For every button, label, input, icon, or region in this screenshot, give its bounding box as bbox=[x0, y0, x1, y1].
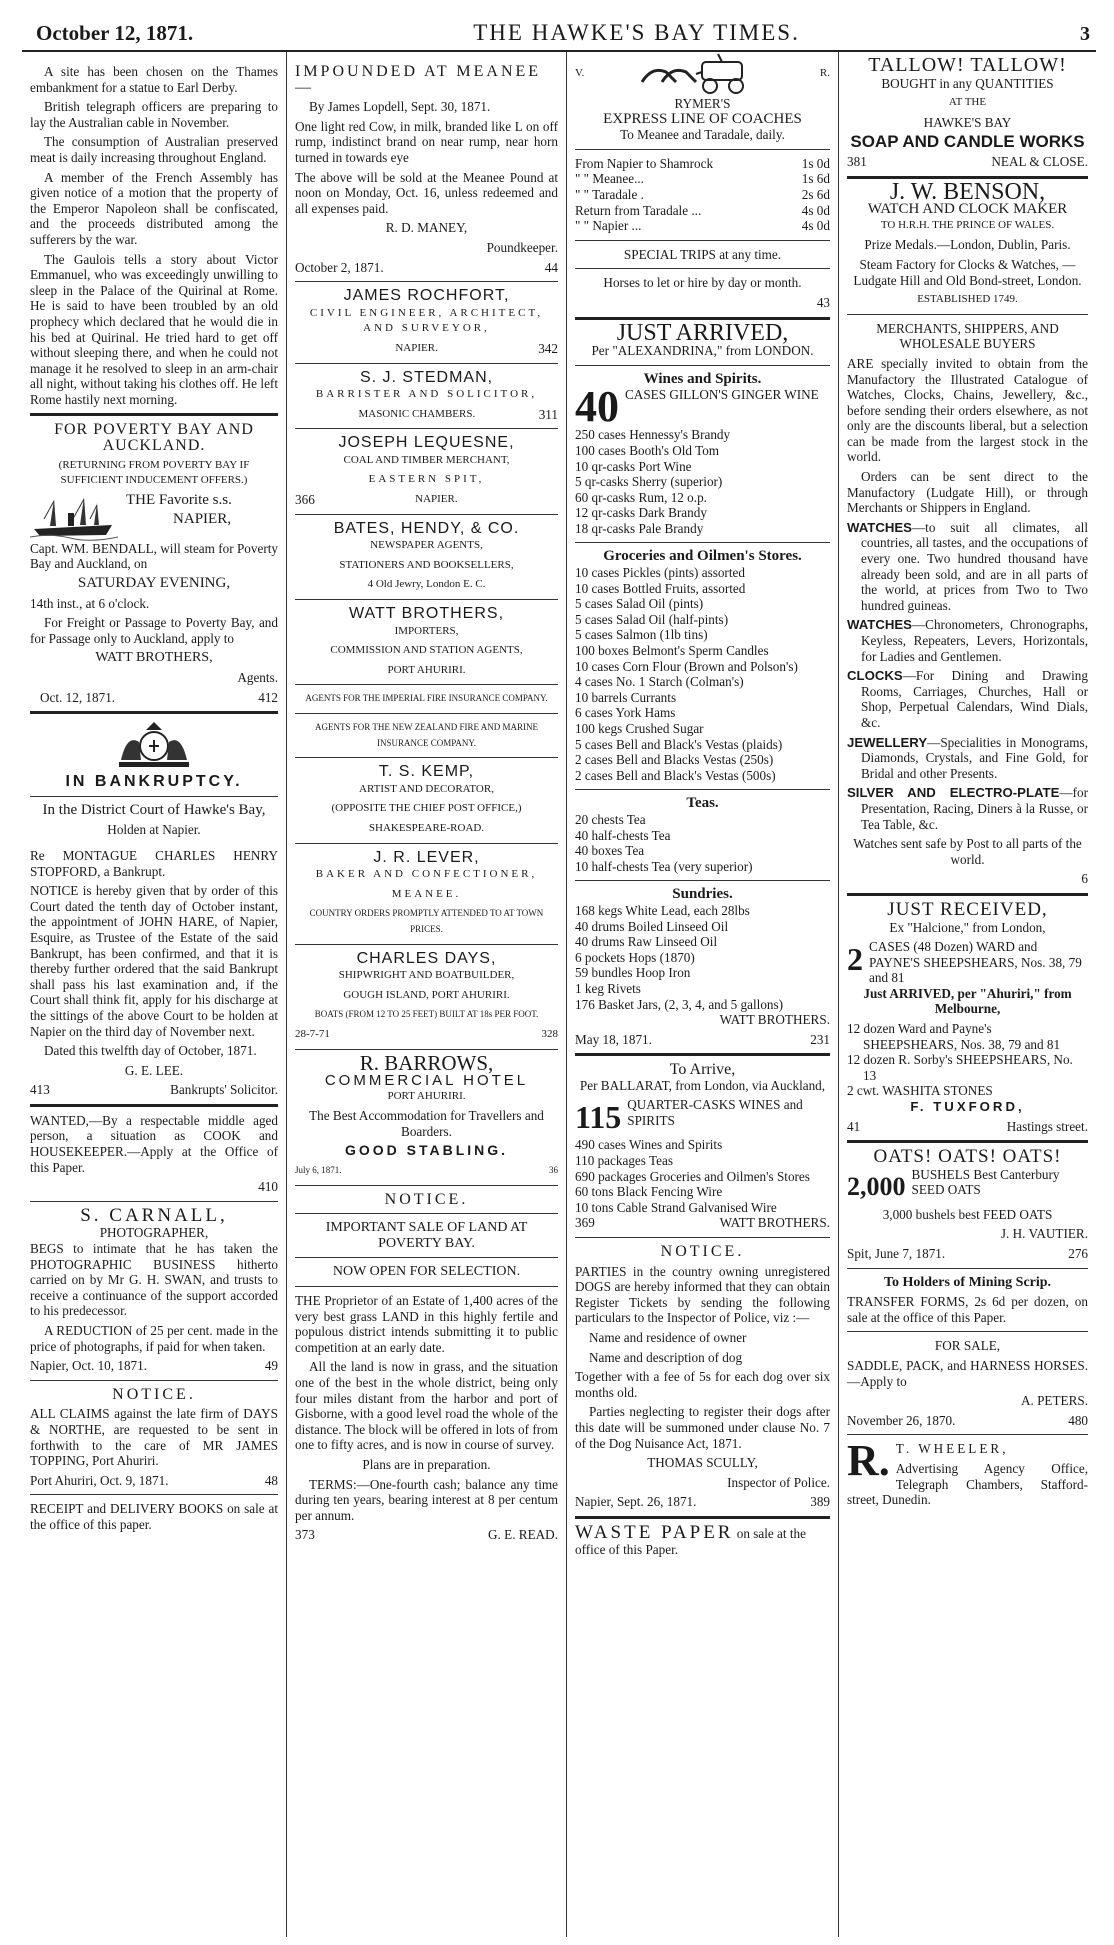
fare-price: 4s 0d bbox=[801, 202, 830, 218]
oats-ad: OATS! OATS! OATS! 2,000 BUSHELS Best Canterbury SEED OATS 3,000 bushels best FEED OATS J. H. VAUTIER. Spit, June 7, 1871. 276 bbox=[847, 1146, 1088, 1261]
benson-product bbox=[847, 617, 1088, 664]
business-card-bates-hendy: BATES, HENDY, & CO. NEWSPAPER AGENTS, STATIONERS AND BOOKSELLERS, 4 Old Jewry, London E. C. bbox=[295, 514, 558, 593]
groceries-list bbox=[575, 565, 830, 783]
arrive-item: 110 packages Teas bbox=[575, 1153, 673, 1169]
tea-item: 40 half-chests Tea bbox=[575, 827, 671, 843]
impounded-notice: IMPOUNDED AT MEANEE— By James Lopdell, Sept. 30, 1871. One light red Cow, in milk, branded like L on off rump, indistinct brand on near rump, near horn turned in towards eye The above will be sold at the Meanee Pound at noon on Monday, Oct. 16, unless redeemed and all expenses paid. R. D. MANEY, Poundkeeper. October 2, 1871. 44 bbox=[295, 63, 558, 275]
grocery-item: 10 barrels Currants bbox=[575, 689, 677, 705]
to-arrive-ad: To Arrive, Per BALLARAT, from London, via Auckland, 115 QUARTER-CASKS WINES and SPIRITS 490 cases Wines and Spirits 110 packages Teas 690 packages Groceries and Oilmen's Stores 60 tons Black Fencing Wire 10 tons Cable Strand Galvanised Wire 369 WATT BROTHERS. bbox=[575, 1061, 830, 1231]
sundry-item: 59 bundles Hoop Iron bbox=[575, 965, 691, 981]
fare-price: 1s 6d bbox=[801, 171, 830, 187]
column-2 bbox=[287, 52, 567, 1937]
wine-item: 250 cases Hennessy's Brandy bbox=[575, 427, 731, 443]
product-description: —Specialities in Monograms, Diamonds, Crystals, and Fine Gold, for Bridal and other Presents. bbox=[861, 734, 1088, 781]
news-item: British telegraph officers are preparing to lay the Australian cable in November. bbox=[30, 99, 278, 130]
rymer-coach-ad: V. R. RYMER'S EXPRESS LINE OF COACHES To Meanee and Taradale, daily. From Napier to Shamrock 1s 0d " " Meanee... 1s 6d " " Taradale . 2s 6d Return from Taradale ... 4s 0d " " Napier ... 4s 0d SPECIAL TRIPS at any time. Horses to let or hire by day or month. 43 bbox=[575, 52, 830, 311]
fare-row bbox=[575, 218, 830, 234]
arrive-item: 490 cases Wines and Spirits bbox=[575, 1137, 723, 1153]
land-sale-notice: NOTICE. IMPORTANT SALE OF LAND AT POVERTY BAY. NOW OPEN FOR SELECTION. THE Proprietor of an Estate of 1,400 acres of the very best grass LAND in this highly fertile and populous district intends submitting it to public competition at an early date. All the land is now in grass, and the situation one of the best in the whole district, being only four miles distant from the harbor and port of Gisborne, with a good level road the whole of the distance. The block will be offered in lots of from one to fifty acres, and is now in course of survey. Plans are in preparation. TERMS:—One-fourth cash; balance any time during ten years, bearing interest at 8 per centum per annum. 373 G. E. READ. bbox=[295, 1190, 558, 1543]
tea-item: 10 half-chests Tea (very superior) bbox=[575, 858, 753, 874]
stagecoach-icon bbox=[632, 52, 772, 96]
sundry-item: 168 kegs White Lead, each 28lbs bbox=[575, 902, 750, 918]
sundry-item: 6 pockets Hops (1870) bbox=[575, 949, 695, 965]
grocery-item: 10 cases Bottled Fruits, assorted bbox=[575, 580, 746, 596]
arrive-item: 60 tons Black Fencing Wire bbox=[575, 1184, 723, 1200]
tallow-ad: TALLOW! TALLOW! BOUGHT in any QUANTITIES AT THE HAWKE'S BAY SOAP AND CANDLE WORKS 381 NEAL & CLOSE. bbox=[847, 54, 1088, 169]
business-card-watt-brothers: WATT BROTHERS, IMPORTERS, COMMISSION AND STATION AGENTS, PORT AHURIRI. AGENTS FOR THE IMPERIAL FIRE INSURANCE COMPANY. AGENTS FOR THE NEW ZEALAND FIRE AND MARINE INSURANCE COMPANY. bbox=[295, 599, 558, 751]
wine-item: 60 qr-casks Rum, 12 o.p. bbox=[575, 489, 707, 505]
wanted-ad: WANTED,—By a respectable middle aged person, a situation as COOK and HOUSEKEEPER.—Apply at the Office of this Paper. 410 bbox=[30, 1112, 278, 1195]
steamship-icon bbox=[30, 495, 120, 541]
product-description: —Chronometers, Chronographs, Keyless, Repeaters, Levers, Horizontals, for Ladies and Gentlemen. bbox=[861, 617, 1088, 664]
news-item: A member of the French Assembly has given notice of a motion that the property of the Emperor Napoleon shall be confiscated, and the proceeds distributed among the sufferers by the war. bbox=[30, 169, 278, 247]
grocery-item: 100 boxes Belmont's Sperm Candles bbox=[575, 643, 769, 659]
fare-route: Return from Taradale ... bbox=[575, 202, 702, 218]
business-card-rochfort: JAMES ROCHFORT, CIVIL ENGINEER, ARCHITECT, AND SURVEYOR, NAPIER. 342 bbox=[295, 281, 558, 356]
product-description: —to suit all climates, all countries, all tastes, and the occupations of every one. Two hundred thousand have already been sold, and are in all parts of the world, at prices from Two to Two hundred guineas. bbox=[861, 519, 1088, 613]
grocery-item: 100 kegs Crushed Sugar bbox=[575, 721, 704, 736]
product-category: SILVER AND ELECTRO-PLATE bbox=[847, 785, 1060, 801]
wheeler-ad: R. T. WHEELER, Advertising Agency Office, Telegraph Chambers, Stafford-street, Dunedin. bbox=[847, 1436, 1088, 1508]
fare-table bbox=[575, 156, 830, 234]
fare-price: 4s 0d bbox=[801, 218, 830, 234]
masthead bbox=[22, 14, 1096, 52]
claims-notice: NOTICE. ALL CLAIMS against the late firm of DAYS & NORTHE, are requested to be sent in forthwith to the care of MR JAMES TOPPING, Port Ahuriri. Port Ahuriri, Oct. 9, 1871. 48 bbox=[30, 1385, 278, 1488]
wine-item: 100 cases Booth's Old Tom bbox=[575, 442, 720, 458]
received-list bbox=[847, 1021, 1088, 1099]
benson-product bbox=[847, 785, 1088, 832]
column-4 bbox=[839, 52, 1096, 1937]
grocery-item: 5 cases Bell and Black's Vestas (plaids) bbox=[575, 736, 783, 752]
lever-card: J. R. LEVER, BAKER AND CONFECTIONER, MEANEE. COUNTRY ORDERS PROMPTLY ATTENDED TO AT TOWN PRICES. bbox=[309, 848, 544, 934]
grocery-item: 5 cases Salad Oil (pints) bbox=[575, 596, 704, 612]
fare-row bbox=[575, 156, 830, 172]
fare-row bbox=[575, 171, 830, 187]
sundry-item: 40 drums Raw Linseed Oil bbox=[575, 934, 718, 950]
sundries-list bbox=[575, 903, 830, 1012]
arrive-item: 10 tons Cable Strand Galvanised Wire bbox=[575, 1199, 777, 1215]
mining-scrip-ad: To Holders of Mining Scrip. TRANSFER FORMS, 2s 6d per dozen, on sale at the office of this Paper. bbox=[847, 1274, 1088, 1325]
grocery-item: 10 cases Corn Flour (Brown and Polson's) bbox=[575, 658, 798, 674]
carnall-ad: S. CARNALL, PHOTOGRAPHER, BEGS to intimate that he has taken the PHOTOGRAPHIC BUSINESS hitherto carried on by Mr G. H. SWAN, and trusts to receive a continuance of the support accorded to his predecessor. A REDUCTION of 25 per cent. made in the price of photographs, if paid for when taken. Napier, Oct. 10, 1871. 49 bbox=[30, 1204, 278, 1374]
waste-paper-ad: WASTE PAPER on sale at the office of this Paper. bbox=[575, 1521, 806, 1557]
tea-item: 40 boxes Tea bbox=[575, 843, 645, 859]
product-category: JEWELLERY bbox=[847, 734, 928, 750]
grocery-item: 2 cases Bell and Blacks Vestas (250s) bbox=[575, 752, 774, 768]
benson-ad: J. W. BENSON, WATCH AND CLOCK MAKER TO H.R.H. THE PRINCE OF WALES. Prize Medals.—London, Dublin, Paris. Steam Factory for Clocks & Watches, —Ludgate Hill and Old Bond-street, London. ESTABLISHED 1749. MERCHANTS, SHIPPERS, AND WHOLESALE BUYERS ARE specially invited to obtain from the Manufactory the Illustrated Catalogue of Watches, Clocks, Chains, Jewellery, &c., before sending their orders elsewhere, as not only are the discounts liberal, but a selection can be made from the largest stock in the world. Orders can be sent direct to the Manufactory (Ludgate Hill), or through Merchants or Shippers in England. WATCHES—to suit all climates, all countries, all tastes, and the occupations of every one. Two hundred thousand have already been sold, and are in all parts of the world, at prices from Two to Two hundred guineas. WATCHES—Chronometers, Chronographs, Keyless, Repeaters, Levers, Horizontals, for Ladies and Gentlemen. CLOCKS—For Dining and Drawing Rooms, Carriages, Churches, Hall or Shop, Perpetual Calendars, Wind Dials, &c. JEWELLERY—Specialities in Monograms, Diamonds, Crystals, and Fine Gold, for Bridal and other Presents. SILVER AND ELECTRO-PLATE—for Presentation, Racing, Diners à la Russe, or Tea Table, &c. Watches sent safe by Post to all parts of the world. 6 bbox=[847, 178, 1088, 887]
teas-list bbox=[575, 812, 830, 874]
sundry-item: 176 Basket Jars, (2, 3, 4, and 5 gallons) bbox=[575, 996, 784, 1012]
just-received-ad: JUST RECEIVED, Ex "Halcione," from London, 2 CASES (48 Dozen) WARD and PAYNE'S SHEEPSHEARS, Nos. 38, 79 and 81 Just ARRIVED, per "Ahuriri," from Melbourne, 12 dozen Ward and Payne's SHEEPSHEARS, Nos. 38, 79 and 81 12 dozen R. Sorby's SHEEPSHEARS, No. 13 2 cwt. WASHITA STONES F. TUXFORD, 41 Hastings street. bbox=[847, 898, 1088, 1134]
fare-price: 1s 0d bbox=[801, 155, 830, 171]
column-1 bbox=[22, 52, 287, 1937]
grocery-item: 5 cases Salad Oil (half-pints) bbox=[575, 611, 729, 627]
wine-item: 5 qr-casks Sherry (superior) bbox=[575, 474, 723, 490]
fare-route: " " Meanee... bbox=[575, 171, 644, 187]
dog-notice: NOTICE. PARTIES in the country owning unregistered DOGS are hereby informed that they can obtain Register Tickets by sending the following particulars to the Inspector of Police, viz :— Name and residence of owner Name and description of dog Together with a fee of 5s for each dog over six months old. Parties neglecting to register their dogs after this date will be summoned under clause No. 7 of the Dog Nuisance Act, 1871. THOMAS SCULLY, Inspector of Police. Napier, Sept. 26, 1871. 389 bbox=[575, 1243, 830, 1510]
business-card-stedman: S. J. STEDMAN, BARRISTER AND SOLICITOR, MASONIC CHAMBERS. 311 bbox=[295, 363, 558, 423]
benson-product bbox=[847, 735, 1088, 782]
sundry-item: 40 drums Boiled Linseed Oil bbox=[575, 918, 729, 934]
kemp-card: T. S. KEMP, ARTIST AND DECORATOR, (OPPOSITE THE CHIEF POST OFFICE,) SHAKESPEARE-ROAD. bbox=[331, 763, 522, 834]
wine-item: 18 qr-casks Pale Brandy bbox=[575, 520, 704, 536]
royal-crest-icon bbox=[99, 720, 209, 770]
received-item: 2 cwt. WASHITA STONES bbox=[847, 1083, 993, 1099]
fare-row bbox=[575, 203, 830, 219]
business-card-lequesne: JOSEPH LEQUESNE, COAL AND TIMBER MERCHANT, EASTERN SPIT, 366 NAPIER. bbox=[295, 428, 558, 507]
product-description: —For Dining and Drawing Rooms, Carriages, Churches, Hall or Shop, Perpetual Calendars, Wind Dials, &c. bbox=[861, 668, 1088, 730]
benson-product bbox=[847, 668, 1088, 730]
ad-heading: FOR POVERTY BAY AND AUCKLAND. bbox=[54, 421, 254, 455]
product-category: CLOCKS bbox=[847, 668, 903, 684]
fare-route: " " Taradale . bbox=[575, 186, 644, 202]
days-card: CHARLES DAYS, SHIPWRIGHT AND BOATBUILDER, GOUGH ISLAND, PORT AHURIRI. BOATS (FROM 12 TO 25 FEET) BUILT AT 18s PER FOOT. 28-7-71 328 bbox=[295, 949, 558, 1040]
newspaper-title: THE HAWKE'S BAY TIMES. bbox=[473, 20, 800, 45]
grocery-item: 5 cases Salmon (1lb tins) bbox=[575, 627, 708, 643]
news-item: The Gaulois tells a story about Victor Emmanuel, who was exceedingly unwilling to sleep in the Palace of the Quirinal at Rome. He is said to have been troubled by an old prophecy which declared that he would die in his bed at Quirinal. He tried hard to get off without sleeping there, and when he could not manage it he resolved to sleep in an arm-chair all night, without taking his clothes off. He left Rome hastily next morning. bbox=[30, 251, 278, 407]
grocery-item: 4 cases No. 1 Starch (Colman's) bbox=[575, 674, 744, 690]
column-3 bbox=[567, 52, 839, 1937]
grocery-item: 2 cases Bell and Black's Vestas (500s) bbox=[575, 767, 776, 783]
just-arrived-ad: JUST ARRIVED, Per "ALEXANDRINA," from LONDON. Wines and Spirits. 40 CASES GILLON'S GINGER WINE 250 cases Hennessy's Brandy 100 cases Booth's Old Tom 10 qr-casks Port Wine 5 qr-casks Sherry (superior) 60 qr-casks Rum, 12 o.p. 12 qr-casks Dark Brandy 18 qr-casks Pale Brandy Groceries and Oilmen's Stores. 10 cases Pickles (pints) assorted 10 cases Bottled Fruits, assorted 5 cases Salad Oil (pints) 5 cases Salad Oil (half-pints) 5 cases Salmon (1lb tins) 100 boxes Belmont's Sperm Candles 10 cases Corn Flour (Brown and Polson's) 4 cases No. 1 Starch (Colman's) 10 barrels Currants 6 cases York Hams 100 kegs Crushed Sugar 5 cases Bell and Black's Vestas (plaids) 2 cases Bell and Blacks Vestas (250s) 2 cases Bell and Black's Vestas (500s) Teas. 20 chests Tea 40 half-chests Tea 40 boxes Tea 10 half-chests Tea (very superior) Sundries. 168 kegs White Lead, each 28lbs 40 drums Boiled Linseed Oil 40 drums Raw Linseed Oil 6 pockets Hops (1870) 59 bundles Hoop Iron 1 keg Rivets 176 Basket Jars, (2, 3, 4, and 5 gallons) WATT BROTHERS. May 18, 1871. 231 bbox=[575, 319, 830, 1047]
fare-route: " " Napier ... bbox=[575, 218, 642, 234]
bankruptcy-title: IN BANKRUPTCY. bbox=[65, 773, 243, 791]
issue-date: October 12, 1871. bbox=[36, 21, 194, 45]
bankruptcy-notice: IN BANKRUPTCY. In the District Court of Hawke's Bay, Holden at Napier. Re MONTAGUE CHARLES HENRY STOPFORD, a Bankrupt. NOTICE is hereby given that by order of this Court dated the tenth day of October instant, the appointment of JOHN HARE, of Napier, Esquire, as Trustee of the Estate of the said Bankrupt, has been confirmed, and that it is thereby further ordered that the said Bankrupt shall pass his last examination and, if the Court shall think fit, apply for his discharge at the sittings of the above Court to be holden at Napier on the third day of November next. Dated this twelfth day of October, 1871. G. E. LEE. 413 Bankrupts' Solicitor. bbox=[30, 720, 278, 1098]
received-item: 12 dozen Ward and Payne's SHEEPSHEARS, Nos. 38, 79 and 81 bbox=[847, 1021, 1061, 1052]
page-number: 3 bbox=[1079, 23, 1090, 45]
wines-list bbox=[575, 427, 830, 536]
wine-item: 10 qr-casks Port Wine bbox=[575, 458, 692, 474]
fare-route: From Napier to Shamrock bbox=[575, 155, 714, 171]
for-sale-ad: FOR SALE, SADDLE, PACK, and HARNESS HORSES.—Apply to A. PETERS. November 26, 1870. 480 bbox=[847, 1338, 1088, 1428]
fare-row bbox=[575, 187, 830, 203]
tea-item: 20 chests Tea bbox=[575, 811, 646, 827]
receipt-books-ad: RECEIPT and DELIVERY BOOKS on sale at the office of this paper. bbox=[30, 1501, 278, 1532]
product-category: WATCHES bbox=[847, 617, 912, 633]
arrive-item: 690 packages Groceries and Oilmen's Stores bbox=[575, 1168, 810, 1184]
fare-price: 2s 6d bbox=[801, 186, 830, 202]
barrows-card: R. BARROWS, COMMERCIAL HOTEL PORT AHURIRI. The Best Accommodation for Travellers and Boarders. GOOD STABLING. July 6, 1871. 36 bbox=[295, 1050, 558, 1176]
news-item: A site has been chosen on the Thames embankment for a statue to Earl Derby. bbox=[30, 64, 278, 95]
wine-item: 12 qr-casks Dark Brandy bbox=[575, 505, 707, 521]
poverty-bay-ad: FOR POVERTY BAY AND AUCKLAND. (RETURNING FROM POVERTY BAY IF SUFFICIENT INDUCEMENT OFFERS.) THE Favorite s.s. NAPIER, Capt. WM. BENDALL, will steam for Poverty Bay and Auckland, on SATURDAY EVENING, 14th inst., at 6 o'clock. For Freight or Passage to Poverty Bay, and for Passage only to Auckland, apply to WATT BROTHERS, Agents. Oct. 12, 1871. 412 bbox=[30, 421, 278, 705]
received-item: 12 dozen R. Sorby's SHEEPSHEARS, No. 13 bbox=[847, 1052, 1073, 1083]
benson-product-list bbox=[847, 520, 1088, 832]
to-arrive-list bbox=[575, 1137, 830, 1215]
grocery-item: 10 cases Pickles (pints) assorted bbox=[575, 565, 745, 581]
grocery-item: 6 cases York Hams bbox=[575, 705, 676, 721]
product-description: —for Presentation, Racing, Diners à la Russe, or Tea Table, &c. bbox=[861, 785, 1088, 832]
benson-product bbox=[847, 520, 1088, 614]
sundry-item: 1 keg Rivets bbox=[575, 980, 641, 996]
news-item: The consumption of Australian preserved meat is daily increasing throughout England. bbox=[30, 134, 278, 165]
product-category: WATCHES bbox=[847, 519, 912, 535]
